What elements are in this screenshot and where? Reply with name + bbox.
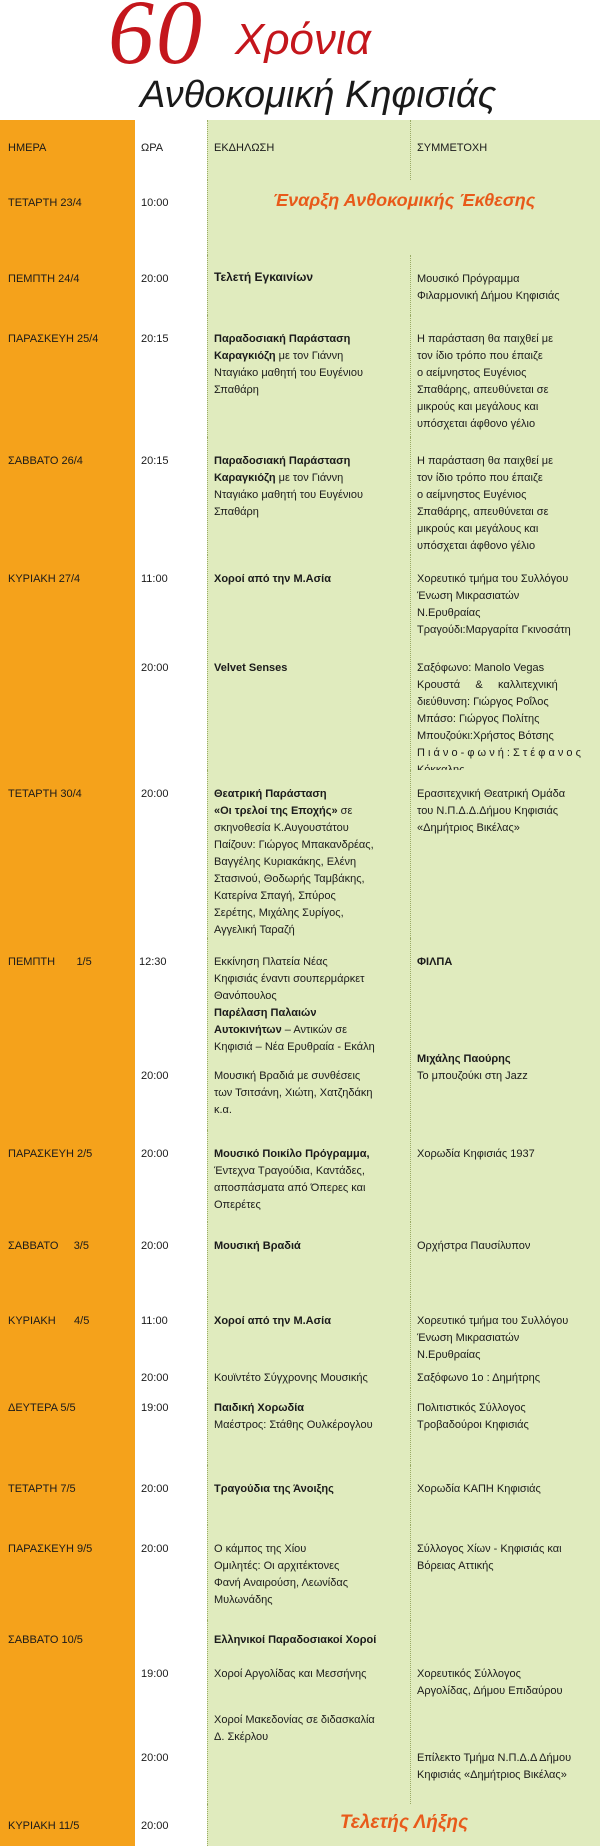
event-line: Παρέλαση Παλαιών [214,1007,317,1019]
time-cell: 20:00 [141,1483,169,1495]
table-row [0,1620,600,1804]
event-line: Φανή Αναιρούση, Λεωνίδας [214,1577,349,1589]
event-line: Μουσική Βραδιά [214,1240,301,1252]
participation-line: Μουσικό Πρόγραμμα [417,273,520,285]
time-cell: 20:00 [141,1148,169,1160]
day-cell: ΣΑΒΒΑΤΟ 3/5 [8,1240,89,1252]
event-line: Κηφισιάς έναντι σουπερμάρκετ [214,973,365,985]
event-line: κ.α. [214,1104,232,1116]
day-cell: ΚΥΡΙΑΚΗ 4/5 [8,1315,90,1327]
event-line: Κατερίνα Σπαγή, Σπύρος [214,890,336,902]
anniversary-word: Χρόνια [235,15,371,64]
participation-line: διεύθυνση: Γιώργος Ροΐλος [417,696,549,708]
time-cell: 20:00 [141,1372,169,1384]
column-header-participation: ΣΥΜΜΕΤΟΧΗ [417,142,488,154]
table-header-row [0,120,600,180]
participation-line: τον ίδιο τρόπο που έπαιζε [417,472,543,484]
event-line: «Οι τρελοί της Εποχής» σε [214,805,353,817]
participation-line: Κρουστά & καλλιτεχνική [417,679,558,691]
participation-line: Χορωδία Κηφισιάς 1937 [417,1148,535,1160]
day-cell: ΚΥΡΙΑΚΗ 11/5 [8,1820,80,1832]
participation-line: «Δημήτριος Βικέλας» [417,822,520,834]
participation-line: Ένωση Μικρασιατών [417,1332,520,1344]
table-row [0,315,600,437]
participation-line: Μιχάλης Παούρης [417,1053,511,1065]
participation-line: Το μπουζούκι στη Jazz [417,1070,528,1082]
event-line: Ελληνικοί Παραδοσιακοί Χοροί [214,1634,377,1646]
event-line: Μουσική Βραδιά με συνθέσεις [214,1070,361,1082]
participation-line: Χορευτικός Σύλλογος [417,1668,521,1680]
participation-line: Τροβαδούροι Κηφισιάς [417,1419,529,1431]
event-line: Δ. Σκέρλου [214,1731,269,1743]
table-row [0,1525,600,1620]
time-cell: 20:15 [141,455,169,467]
day-cell: ΚΥΡΙΑΚΗ 27/4 [8,573,81,585]
participation-line: Ν.Ερυθραίας [417,607,481,619]
participation-line: Ερασιτεχνική Θεατρική Ομάδα [417,788,566,800]
event-line: Καραγκιόζη με τον Γιάννη [214,472,344,484]
table-row [0,255,600,315]
participation-line: Σπαθάρης, απευθύνεται σε [417,384,549,396]
participation-line: Σαξόφωνο 1ο : Δημήτρης [417,1372,541,1384]
event-line: αποσπάσματα από Όπερες και [214,1182,366,1194]
event-line: Ο κάμπος της Χίου [214,1543,307,1555]
event-line: Καραγκιόζη με τον Γιάννη [214,350,344,362]
participation-line: Η παράσταση θα παιχθεί με [417,333,554,345]
participation-line: Μπουζούκι:Χρήστος Βότσης [417,730,554,742]
table-row [0,1297,600,1388]
event-line: Θανόπουλος [214,990,277,1002]
anniversary-number: 60 [108,0,204,83]
day-cell: ΤΕΤΑΡΤΗ 30/4 [8,788,82,800]
time-cell: 20:00 [141,662,169,674]
event-line: σκηνοθεσία Κ.Αυγουστάτου [214,822,349,834]
event-line: Έντεχνα Τραγούδια, Καντάδες, [214,1165,365,1177]
event-line: Εκκίνηση Πλατεία Νέας [214,956,328,968]
time-cell: 10:00 [141,197,169,209]
day-cell: ΠΑΡΑΣΚΕΥΗ 25/4 [8,333,99,345]
table-row [0,180,600,255]
event-line: Χοροί από την Μ.Ασία [214,573,331,585]
participation-line: Χορευτικό τμήμα του Συλλόγου [417,1315,569,1327]
table-row [0,938,600,1130]
event-line: Οπερέτες [214,1199,261,1211]
closing-title: Τελετής Λήξης [339,1812,469,1833]
event-line: Χοροί από την Μ.Ασία [214,1315,331,1327]
event-line: Κουϊντέτο Σύγχρονης Μουσικής [214,1372,368,1384]
participation-line: Πολιτιστικός Σύλλογος [417,1402,526,1414]
participation-line: ο αείμνηστος Ευγένιος [417,489,527,501]
event-line: Παραδοσιακή Παράσταση [214,333,351,345]
participation-line: ο αείμνηστος Ευγένιος [417,367,527,379]
table-row [0,770,600,938]
event-cell: Τελετή Εγκαινίων [214,270,314,284]
participation-line: μικρούς και μεγάλους και [417,523,539,535]
page-header [0,0,600,120]
participation-line: Επίλεκτο Τμήμα Ν.Π.Δ.Δ Δήμου [417,1752,572,1764]
time-cell: 19:00 [141,1402,169,1414]
table-row [0,1388,600,1465]
participation-line: Φιλαρμονική Δήμου Κηφισιάς [417,290,560,302]
day-cell: ΠΑΡΑΣΚΕΥΗ 2/5 [8,1148,93,1160]
opening-title: Έναρξη Ανθοκομικής Έκθεσης [272,190,536,210]
participation-line: υπόσχεται άφθονο γέλιο [417,418,536,430]
day-cell: ΤΕΤΑΡΤΗ 7/5 [8,1483,76,1495]
participation-line: Χορευτικό τμήμα του Συλλόγου [417,573,569,585]
time-cell: 20:00 [141,1543,169,1555]
event-line: Αυτοκινήτων – Αντικών σε [214,1024,347,1036]
participation-line: υπόσχεται άφθονο γέλιο [417,540,536,552]
participation-line: μικρούς και μεγάλους και [417,401,539,413]
time-cell: 20:00 [141,1240,169,1252]
event-line: Τραγούδια της Άνοιξης [214,1483,334,1495]
participation-line: Μπάσο: Γιώργος Πολίτης [417,713,540,725]
event-line: Χοροί Αργολίδας και Μεσσήνης [214,1668,367,1680]
participation-line: Βόρειας Αττικής [417,1560,494,1572]
event-line: Παραδοσιακή Παράσταση [214,455,351,467]
event-line: Νταγιάκο μαθητή του Ευγένιου [214,367,363,379]
column-header-event: ΕΚΔΗΛΩΣΗ [214,142,275,154]
column-header-day: ΗΜΕΡΑ [8,142,47,154]
time-cell: 12:30 [139,956,167,968]
time-cell: 20:00 [141,788,169,800]
day-cell: ΔΕΥΤΕΡΑ 5/5 [8,1402,76,1414]
participation-line: Κηφισιάς «Δημήτριος Βικέλας» [417,1769,567,1781]
participation-line: Ένωση Μικρασιατών [417,590,520,602]
participation-line: Αργολίδας, Δήμου Επιδαύρου [417,1685,563,1697]
event-line: Velvet Senses [214,662,288,674]
table-row [0,437,600,555]
event-line: Νταγιάκο μαθητή του Ευγένιου [214,489,363,501]
time-cell: 11:00 [141,1315,168,1327]
event-line: Μαέστρος: Στάθης Ουλκέρογλου [214,1419,373,1431]
event-line: Αγγελική Ταραζή [214,924,295,936]
time-cell: 20:00 [141,1752,169,1764]
event-line: Παίζουν: Γιώργος Μπακανδρέας, [214,839,374,851]
participation-line: Ορχήστρα Παυσίλυπον [417,1240,531,1252]
day-cell: ΠΕΜΠΤΗ 24/4 [8,273,80,285]
participation-line: Σύλλογος Χίων - Κηφισιάς και [417,1543,562,1555]
event-line: Θεατρική Παράσταση [214,788,327,800]
day-cell: ΣΑΒΒΑΤΟ 10/5 [8,1634,83,1646]
event-line: Παιδική Χορωδία [214,1402,305,1414]
time-cell: 20:00 [141,1070,169,1082]
participation-line: Τραγούδι:Μαργαρίτα Γκινοσάτη [417,624,571,636]
participation-line: Σαξόφωνο: Manolo Vegas [417,662,545,674]
participation-line: Ν.Ερυθραίας [417,1349,481,1361]
event-line: Σερέτης, Μιχάλης Συρίγος, [214,907,344,919]
event-line: Βαγγέλης Κυριακάκης, Ελένη [214,856,357,868]
time-cell: 20:00 [141,1820,169,1832]
participation-line: Π ι ά ν ο - φ ω ν ή : Σ τ έ φ α ν ο ς [417,747,581,759]
time-cell: 20:15 [141,333,169,345]
column-header-time: ΩΡΑ [141,142,164,154]
event-line: Ομιλητές: Οι αρχιτέκτονες [214,1560,340,1572]
table-row [0,1465,600,1525]
page-title: Ανθοκομική Κηφισιάς [140,74,497,116]
time-cell: 11:00 [141,573,168,585]
participation-line: Χορωδία ΚΑΠΗ Κηφισιάς [417,1483,541,1495]
participation-line: ΦΙΛΠΑ [417,956,453,968]
day-cell: ΠΑΡΑΣΚΕΥΗ 9/5 [8,1543,93,1555]
participation-line: του Ν.Π.Δ.Δ.Δήμου Κηφισιάς [417,805,559,817]
event-line: Μουσικό Ποικίλο Πρόγραμμα, [214,1148,370,1160]
table-row [0,555,600,770]
event-line: των Τσιτσάνη, Χιώτη, Χατζηδάκη [214,1087,373,1099]
day-cell: ΠΕΜΠΤΗ 1/5 [8,956,92,968]
time-cell: 19:00 [141,1668,169,1680]
table-row [0,1222,600,1297]
event-line: Κηφισιά – Νέα Ερυθραία - Εκάλη [214,1041,375,1053]
event-line: Χοροί Μακεδονίας σε διδασκαλία [214,1714,375,1726]
event-line: Στασινού, Θοδωρής Ταμβάκης, [214,873,365,885]
table-row [0,1804,600,1846]
event-line: Σπαθάρη [214,506,259,518]
event-line: Σπαθάρη [214,384,259,396]
time-cell: 20:00 [141,273,169,285]
participation-line: Η παράσταση θα παιχθεί με [417,455,554,467]
event-line: Μυλωνάδης [214,1594,273,1606]
day-cell: ΣΑΒΒΑΤΟ 26/4 [8,455,83,467]
table-row [0,1130,600,1222]
participation-line: Σπαθάρης, απευθύνεται σε [417,506,549,518]
participation-line: τον ίδιο τρόπο που έπαιζε [417,350,543,362]
day-cell: ΤΕΤΑΡΤΗ 23/4 [8,197,82,209]
